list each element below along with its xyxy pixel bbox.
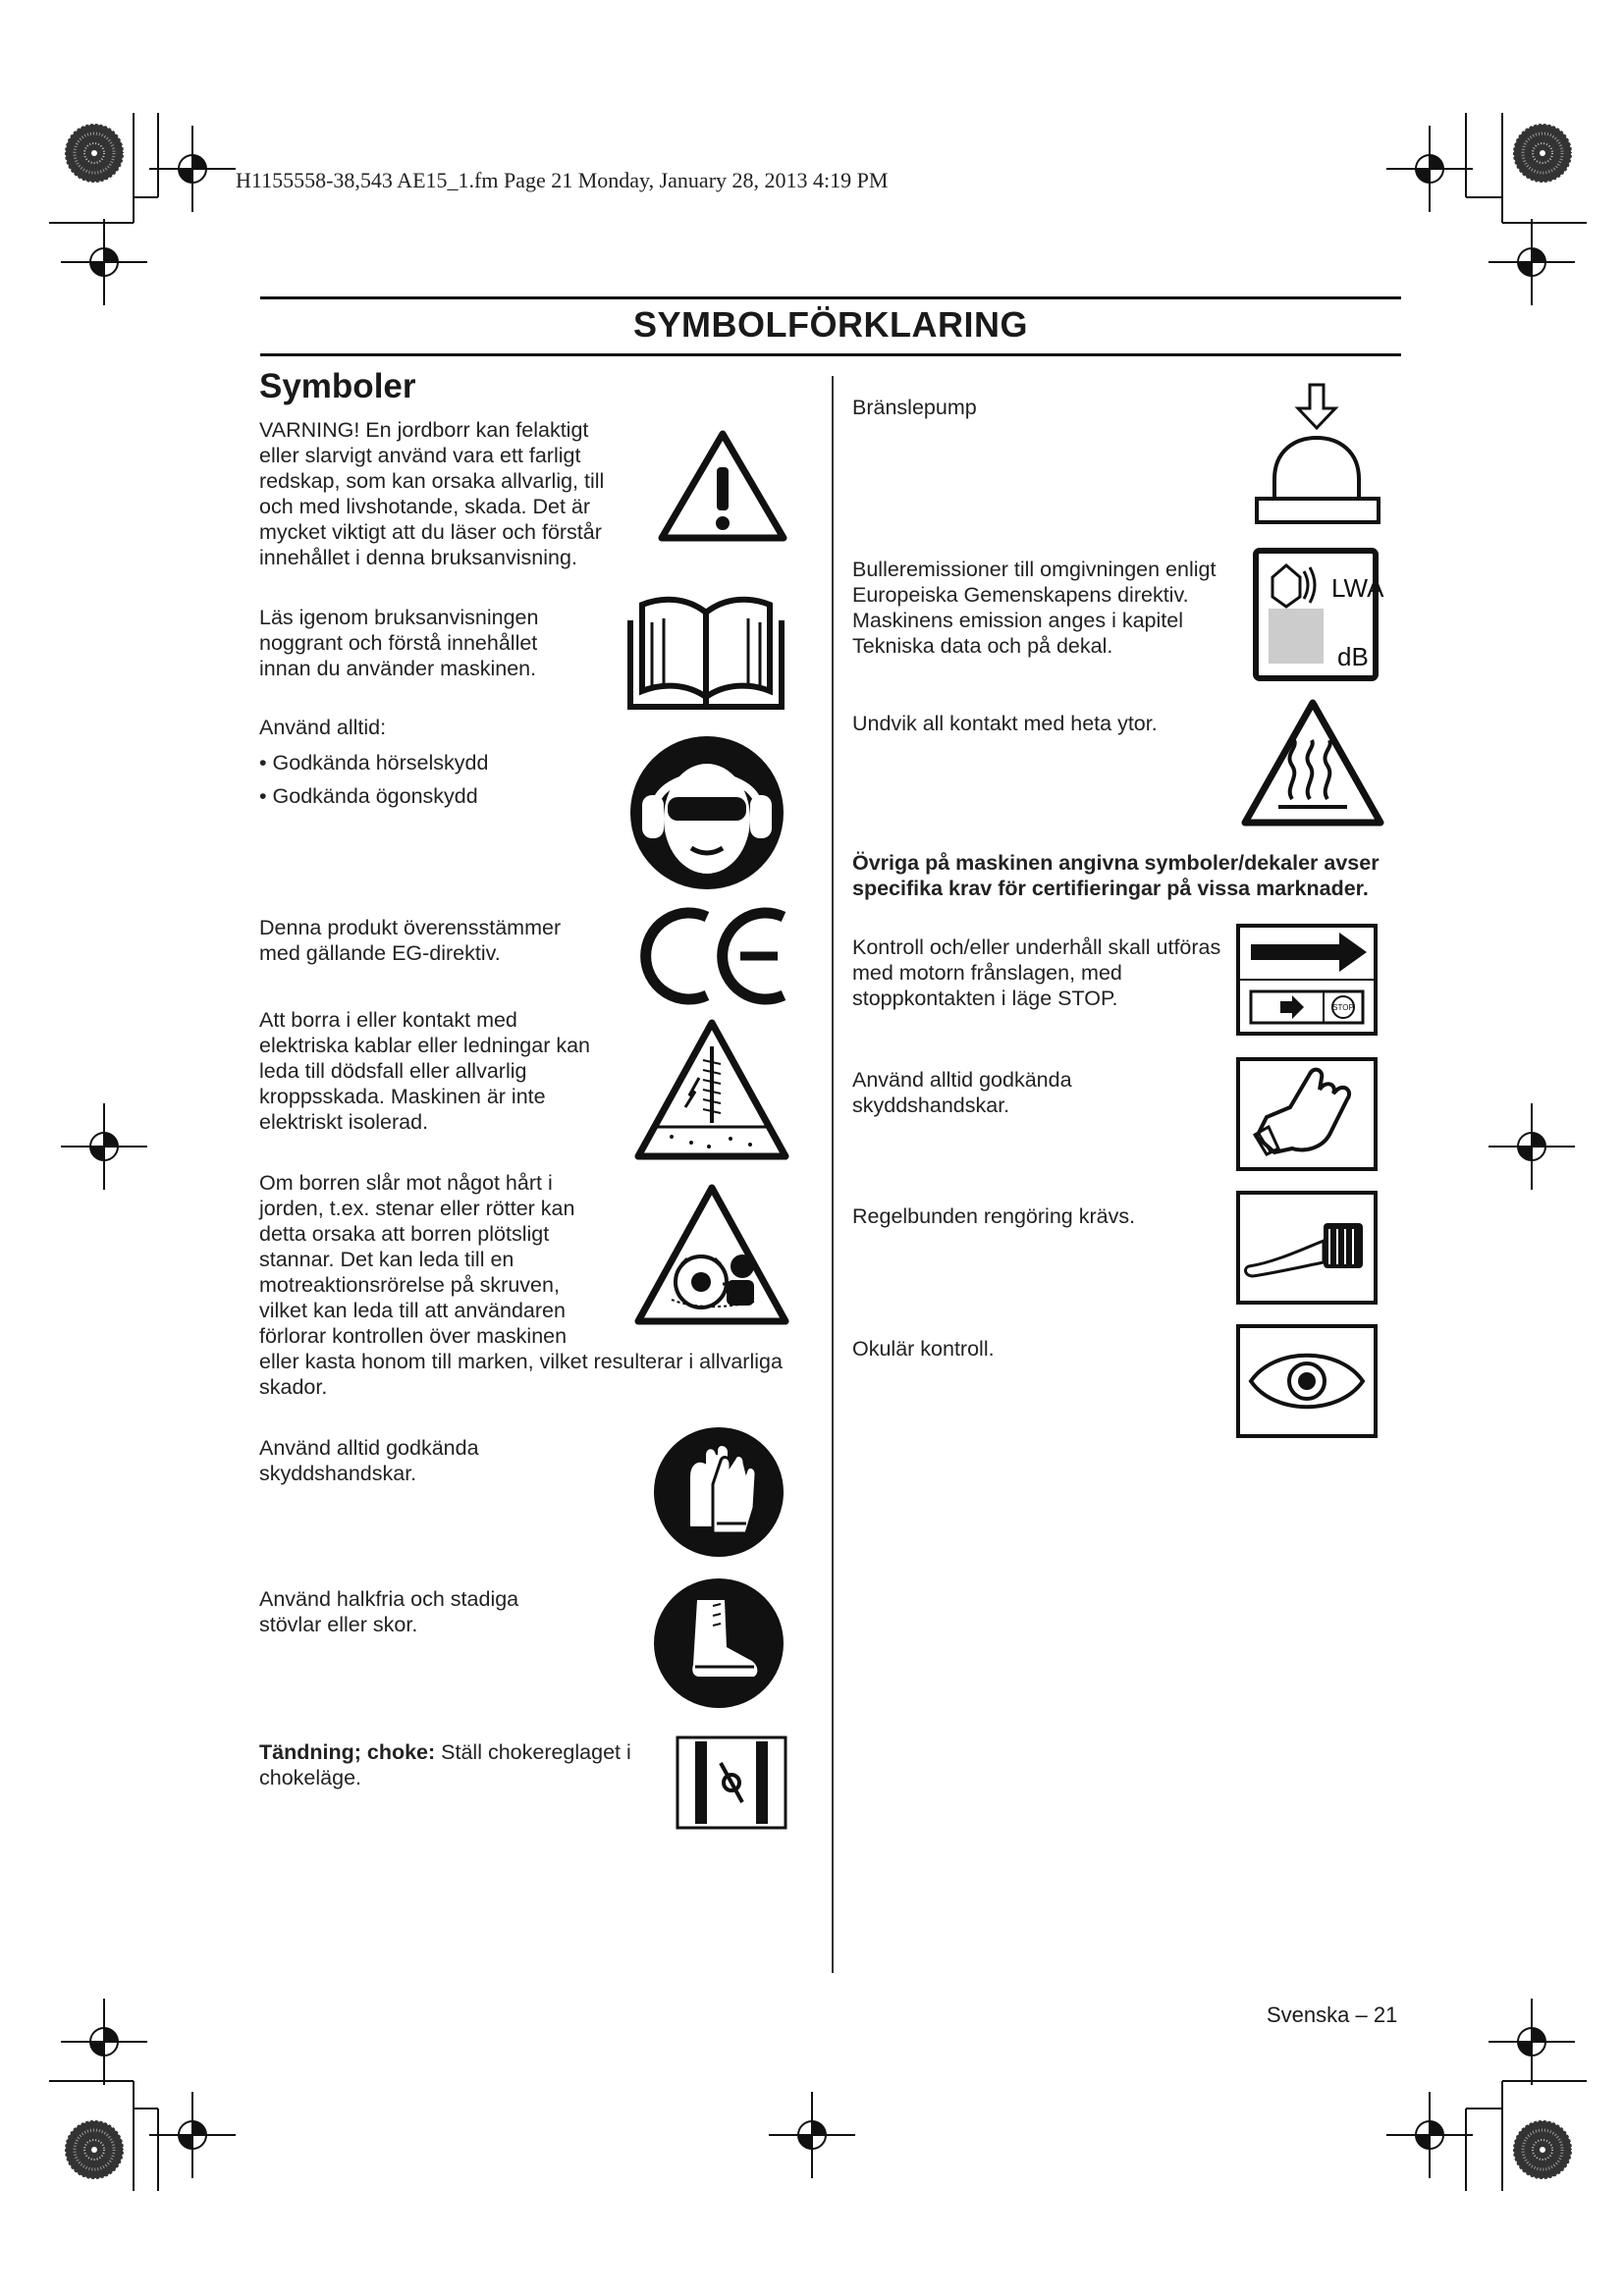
cleaning-text: Regelbunden rengöring krävs. (852, 1204, 1136, 1228)
gloves-text-right: Använd alltid godkända skyddshandskar. (852, 1068, 1072, 1117)
ppe-section (259, 715, 554, 809)
ppe-item-hearing: • Godkända hörselskydd (259, 750, 554, 775)
kickback-warning-text-1: Om borren slår mot något hårt i jorden, t.ex. stenar eller rötter kan detta orsaka att borren plötsligt stannar. Det kan leda till en motreaktionsrörelse på skruven, vilket kan leda till att användaren förlorar kontrollen över maskinen (259, 1171, 575, 1348)
choke-symbol-icon (674, 1734, 789, 1832)
manual-text: Läs igenom bruksanvisningen noggrant och förstå innehållet innan du använder maskinen. (259, 606, 539, 680)
boots-icon (652, 1576, 785, 1710)
ce-mark-icon (638, 905, 791, 1007)
lwa-label: LWA (1331, 573, 1384, 603)
visual-check-text: Okulär kontroll. (852, 1337, 995, 1361)
choke-label: Tändning; choke: (259, 1740, 436, 1764)
gloves-text-left: Använd alltid godkända skyddshandskar. (259, 1436, 479, 1485)
choke-description: Ställ chokereglaget i chokeläge. (259, 1740, 631, 1789)
page-footer: Svenska – 21 (1267, 2002, 1398, 2027)
warning-text: VARNING! En jordborr kan felaktigt eller slarvigt använd vara ett farligt redskap, som kan orsaka allvarlig, till och med livshotande, skada. Det är mycket viktigt att du läser och förstår innehållet i denna bruksanvisning. (259, 418, 605, 569)
noise-emission-label-icon (1253, 548, 1384, 681)
electric-cable-warning-icon (632, 1017, 791, 1162)
protective-glove-icon (1235, 1056, 1379, 1172)
gloves-icon (652, 1425, 785, 1559)
other-symbols-text: Övriga på maskinen angivna symboler/dekaler avser specifika krav för certifieringar på vissa marknader. (852, 851, 1380, 900)
column-divider (832, 376, 834, 1973)
title-rule-top (260, 296, 1401, 299)
ppe-item-eyes: • Godkända ögonskydd (259, 783, 554, 809)
cleaning-brush-icon (1235, 1190, 1379, 1306)
read-manual-book-icon (623, 593, 789, 713)
hearing-eye-protection-icon (624, 734, 789, 891)
fuel-pump-primer-icon (1253, 381, 1382, 528)
maintenance-stop-icon (1235, 923, 1379, 1037)
maintenance-text: Kontroll och/eller underhåll skall utföras med motorn frånslagen, med stoppkontakten i läge STOP. (852, 935, 1221, 1010)
kickback-warning-text-2: eller kasta honom till marken, vilket resulterar i allvarliga skador. (259, 1350, 783, 1399)
stop-label: STOP (1332, 1003, 1354, 1012)
fuel-pump-text: Bränslepump (852, 396, 977, 419)
eye-inspection-icon (1235, 1323, 1379, 1439)
kickback-warning-icon (632, 1182, 791, 1327)
boots-text: Använd halkfria och stadiga stövlar eller skor. (259, 1587, 519, 1636)
db-label: dB (1337, 642, 1369, 671)
page-title: SYMBOLFÖRKLARING (633, 304, 1028, 345)
hot-surface-text: Undvik all kontakt med heta ytor. (852, 712, 1158, 735)
choke-text (259, 1739, 652, 1790)
title-rule-bottom (260, 353, 1401, 356)
warning-triangle-icon (656, 428, 789, 544)
file-info-header: H1155558-38,543 AE15_1.fm Page 21 Monday, January 28, 2013 4:19 PM (236, 168, 889, 192)
cable-warning-text: Att borra i eller kontakt med elektriska kablar eller ledningar kan leda till dödsfall eller allvarlig kroppsskada. Maskinen är inte elektriskt isolerad. (259, 1008, 591, 1134)
ce-text: Denna produkt överensstämmer med gällande EG-direktiv. (259, 916, 562, 965)
ppe-intro: Använd alltid: (259, 716, 387, 739)
section-title: Symboler (259, 367, 416, 405)
hot-surface-warning-icon (1239, 697, 1386, 828)
noise-emission-text: Bulleremissioner till omgivningen enligt Europeiska Gemenskapens direktiv. Maskinens emission anges i kapitel Tekniska data och på dekal. (852, 558, 1217, 658)
